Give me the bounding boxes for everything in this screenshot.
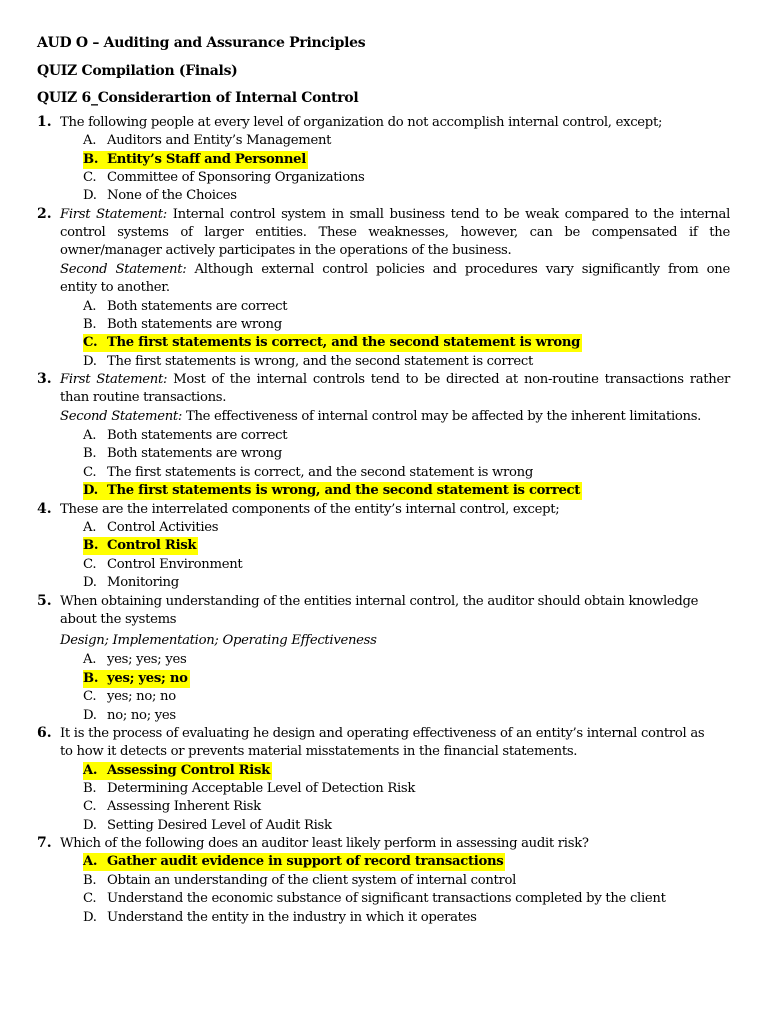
- option: [83, 798, 261, 816]
- question-text: Which of the following does an auditor least likely perform in assessing audit risk?: [60, 836, 589, 851]
- option-text: Gather audit evidence in support of record transactions: [107, 854, 504, 869]
- option-letter: D.: [83, 483, 98, 498]
- option: [83, 445, 282, 463]
- option: [83, 707, 176, 725]
- option-text: Both statements are correct: [107, 428, 288, 443]
- option: [83, 464, 533, 482]
- option-text: Monitoring: [107, 575, 179, 590]
- option-answer-highlighted: [83, 670, 190, 688]
- option: [83, 427, 287, 445]
- option-letter: B.: [83, 446, 97, 461]
- question-text: These are the interrelated components of the entity’s internal control, except;: [60, 502, 560, 517]
- option-letter: D.: [83, 575, 97, 590]
- option-letter: B.: [83, 873, 97, 888]
- option-text: The first statements is correct, and the second statement is wrong: [107, 465, 534, 480]
- option: [83, 890, 666, 908]
- option-text: Both statements are wrong: [107, 317, 282, 332]
- option-letter: A.: [83, 520, 97, 535]
- option: [83, 519, 218, 537]
- option-letter: A.: [83, 299, 97, 314]
- quiz-title: QUIZ 6_Considerartion of Internal Control: [37, 90, 359, 106]
- option-answer-highlighted: [83, 482, 582, 500]
- statement-text: The effectiveness of internal control may be affected by the inherent limitations.: [185, 409, 702, 424]
- option-letter: B.: [83, 152, 99, 167]
- question-text: [60, 261, 730, 279]
- statement-label: First Statement:: [60, 207, 167, 222]
- option-letter: D.: [83, 188, 97, 203]
- option: [83, 556, 242, 574]
- option: [83, 909, 477, 927]
- compilation-title: QUIZ Compilation (Finals): [37, 63, 238, 79]
- question-number: 5.: [37, 593, 52, 609]
- option-letter: B.: [83, 317, 97, 332]
- statement-text: Although external control policies and procedures vary significantly from one: [194, 262, 730, 277]
- question-number: 1.: [37, 114, 52, 130]
- option-text: yes; yes; no: [107, 671, 188, 686]
- option-letter: A.: [83, 652, 97, 667]
- option-letter: B.: [83, 671, 99, 686]
- option-text: Control Activities: [107, 520, 219, 535]
- option-text: no; no; yes: [107, 708, 176, 723]
- option-text: Obtain an understanding of the client system of internal control: [107, 873, 517, 888]
- option-text: yes; yes; yes: [107, 652, 187, 667]
- option: [83, 817, 332, 835]
- option-text: Control Environment: [107, 557, 243, 572]
- option: [83, 872, 516, 890]
- option: [83, 574, 179, 592]
- option-letter: C.: [83, 170, 97, 185]
- option-letter: D.: [83, 910, 97, 925]
- question-number: 7.: [37, 835, 52, 851]
- option-text: Understand the economic substance of significant transactions completed by the client: [107, 891, 666, 906]
- question-number: 4.: [37, 501, 52, 517]
- option-letter: C.: [83, 891, 97, 906]
- option: [83, 187, 237, 205]
- option-text: Control Risk: [107, 538, 197, 553]
- option-letter: D.: [83, 708, 97, 723]
- statement-label: Second Statement:: [60, 262, 187, 277]
- question-number: 6.: [37, 725, 52, 741]
- option-text: Auditors and Entity’s Management: [107, 133, 332, 148]
- question-text: It is the process of evaluating he design and operating effectiveness of an entity’s internal control as: [60, 726, 705, 741]
- option-letter: B.: [83, 538, 99, 553]
- option: [83, 353, 533, 371]
- option-letter: A.: [83, 854, 98, 869]
- question-number: 3.: [37, 371, 52, 387]
- option-text: Setting Desired Level of Audit Risk: [107, 818, 332, 833]
- option-text: None of the Choices: [107, 188, 237, 203]
- option-letter: C.: [83, 557, 97, 572]
- question-text: than routine transactions.: [60, 390, 227, 405]
- option: [83, 132, 331, 150]
- option-answer-highlighted: [83, 537, 198, 555]
- question-number: 2.: [37, 206, 52, 222]
- option-text: Assessing Inherent Risk: [107, 799, 261, 814]
- option: [83, 298, 287, 316]
- question-text: [60, 371, 730, 389]
- option-letter: D.: [83, 818, 97, 833]
- option-text: The first statements is wrong, and the second statement is correct: [107, 483, 581, 498]
- option-letter: D.: [83, 354, 97, 369]
- option: [83, 316, 282, 334]
- option-text: Entity’s Staff and Personnel: [107, 152, 306, 167]
- statement-label: Second Statement:: [60, 409, 183, 424]
- option-answer-highlighted: [83, 334, 582, 352]
- option-text: Committee of Sponsoring Organizations: [107, 170, 365, 185]
- option-text: yes; no; no: [107, 689, 176, 704]
- option-text: Understand the entity in the industry in which it operates: [107, 910, 477, 925]
- option-answer-highlighted: [83, 151, 308, 169]
- question-text: owner/manager actively participates in the operations of the business.: [60, 243, 512, 258]
- option-letter: A.: [83, 763, 98, 778]
- question-text: control systems of larger entities. These weaknesses, however, can be compensated if the: [60, 225, 730, 240]
- option-letter: C.: [83, 335, 98, 350]
- question-subtitle: Design; Implementation; Operating Effectiveness: [60, 633, 377, 648]
- question-text: The following people at every level of organization do not accomplish internal control, except;: [60, 115, 663, 130]
- statement-label: First Statement:: [60, 372, 168, 387]
- option: [83, 651, 186, 669]
- option-letter: A.: [83, 133, 97, 148]
- option-letter: C.: [83, 799, 97, 814]
- option-letter: C.: [83, 689, 97, 704]
- option-letter: B.: [83, 781, 97, 796]
- question-text: [60, 408, 730, 426]
- option-answer-highlighted: [83, 853, 505, 871]
- option-text: The first statements is wrong, and the second statement is correct: [107, 354, 534, 369]
- option-text: Determining Acceptable Level of Detection Risk: [107, 781, 416, 796]
- question-text: [60, 206, 730, 224]
- option: [83, 688, 176, 706]
- option-letter: C.: [83, 465, 97, 480]
- statement-text: Most of the internal controls tend to be directed at non-routine transactions rather: [173, 372, 730, 387]
- option-text: The first statements is correct, and the second statement is wrong: [107, 335, 581, 350]
- option-answer-highlighted: [83, 762, 272, 780]
- option: [83, 780, 415, 798]
- option-text: Both statements are wrong: [107, 446, 282, 461]
- option: [83, 169, 365, 187]
- question-text: about the systems: [60, 612, 177, 627]
- option-letter: A.: [83, 428, 97, 443]
- option-text: Both statements are correct: [107, 299, 288, 314]
- statement-text: Internal control system in small business tend to be weak compared to the internal: [172, 207, 730, 222]
- question-text: to how it detects or prevents material misstatements in the financial statements.: [60, 744, 578, 759]
- question-text: When obtaining understanding of the entities internal control, the auditor should obtain knowledge: [60, 594, 699, 609]
- option-text: Assessing Control Risk: [107, 763, 270, 778]
- question-text: entity to another.: [60, 280, 170, 295]
- course-title: AUD O – Auditing and Assurance Principles: [37, 35, 366, 51]
